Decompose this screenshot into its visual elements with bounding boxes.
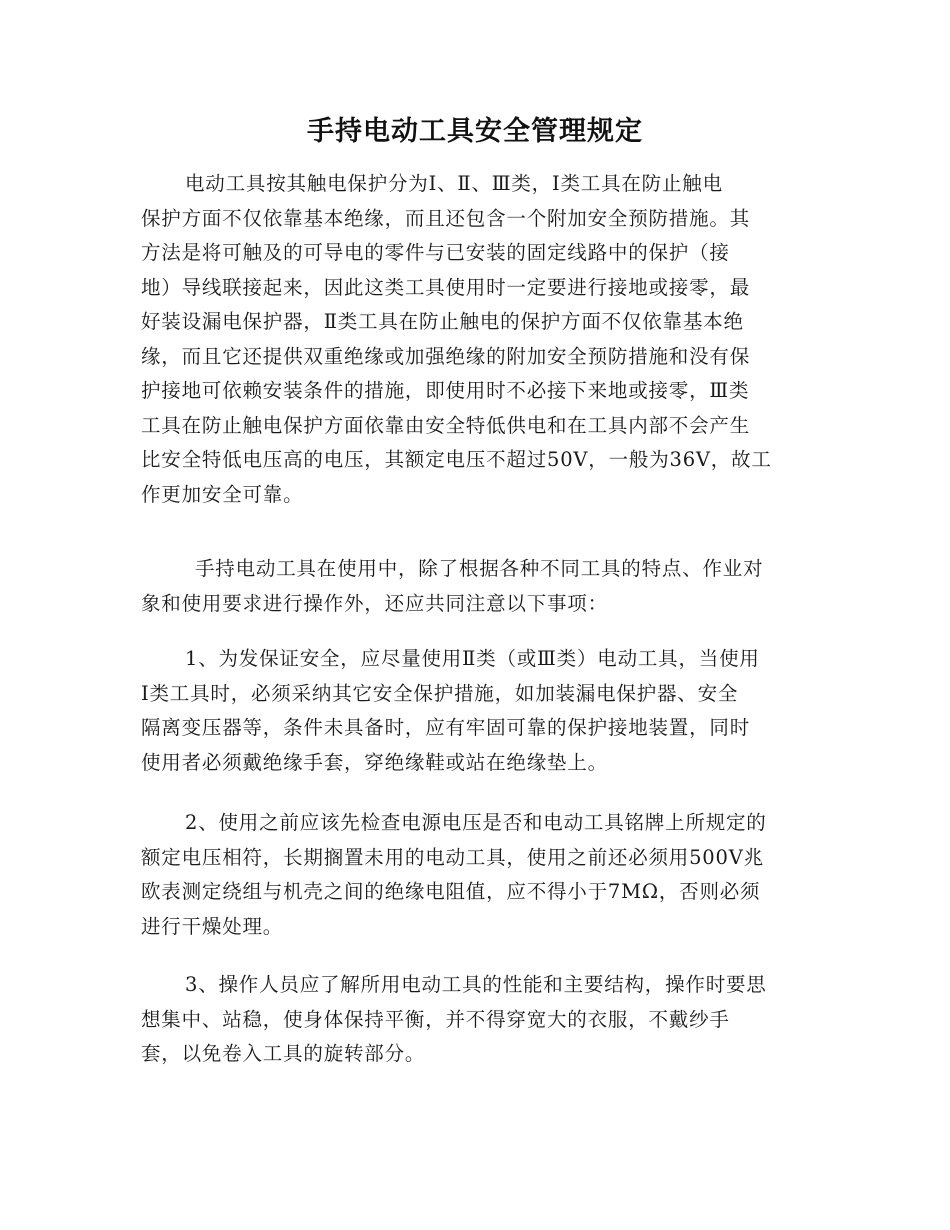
text-line: 电动工具按其触电保护分为Ⅰ、Ⅱ、Ⅲ类，Ⅰ类工具在防止触电 bbox=[185, 172, 723, 195]
text-line: 使用者必须戴绝缘手套，穿绝缘鞋或站在绝缘垫上。 bbox=[141, 750, 608, 774]
text-line: Ⅰ类工具时，必须采纳其它安全保护措施，如加装漏电保护器、安全 bbox=[141, 681, 739, 705]
text-line: 额定电压相符，长期搁置未用的电动工具，使用之前还必须用500V兆 bbox=[141, 845, 764, 869]
text-line: 1、为发保证安全，应尽量使用Ⅱ类（或Ⅲ类）电动工具，当使用 bbox=[185, 647, 760, 670]
text-line: 比安全特低电压高的电压，其额定电压不超过50V，一般为36V，故工 bbox=[141, 448, 772, 471]
text-line: 保护方面不仅依靠基本绝缘，而且还包含一个附加安全预防措施。其 bbox=[141, 206, 751, 230]
document-title: 手持电动工具安全管理规定 bbox=[307, 116, 643, 147]
text-line: 套，以免卷入工具的旋转部分。 bbox=[141, 1042, 426, 1065]
text-line: 工具在防止触电保护方面依靠由安全特低供电和在工具内部不会产生 bbox=[141, 413, 751, 437]
text-line: 方法是将可触及的可导电的零件与已安装的固定线路中的保护（接 bbox=[141, 241, 730, 264]
text-line: 3、操作人员应了解所用电动工具的性能和主要结构，操作时要思 bbox=[185, 973, 767, 996]
text-line: 想集中、站稳，使身体保持平衡，并不得穿宽大的衣服，不戴纱手 bbox=[141, 1007, 730, 1031]
paragraph-item-1 bbox=[141, 642, 809, 780]
text-line: 象和使用要求进行操作外，还应共同注意以下事项： bbox=[141, 591, 608, 615]
text-line: 作更加安全可靠。 bbox=[141, 482, 304, 506]
paragraph-tool-classes bbox=[141, 167, 809, 512]
text-line: 地）导线联接起来，因此这类工具使用时一定要进行接地或接零，最 bbox=[141, 275, 751, 299]
text-line: 隔离变压器等，条件未具备时，应有牢固可靠的保护接地装置，同时 bbox=[141, 716, 751, 739]
text-line: 欧表测定绕组与机壳之间的绝缘电阻值，应不得小于7MΩ，否则必须 bbox=[141, 880, 761, 903]
text-line: 手持电动工具在使用中，除了根据各种不同工具的特点、作业对 bbox=[195, 557, 764, 580]
text-line: 好装设漏电保护器，Ⅱ类工具在防止触电的保护方面不仅依靠基本绝 bbox=[141, 310, 744, 333]
paragraph-item-3 bbox=[141, 968, 809, 1072]
text-line: 缘，而且它还提供双重绝缘或加强绝缘的附加安全预防措施和没有保 bbox=[141, 344, 751, 368]
paragraph-item-2 bbox=[141, 806, 809, 944]
paragraph-usage-intro bbox=[141, 552, 809, 621]
text-line: 进行干燥处理。 bbox=[141, 914, 284, 938]
text-line: 2、使用之前应该先检查电源电压是否和电动工具铭牌上所规定的 bbox=[185, 811, 767, 834]
text-line: 护接地可依赖安装条件的措施，即使用时不必接下来地或接零，Ⅲ类 bbox=[141, 379, 750, 402]
